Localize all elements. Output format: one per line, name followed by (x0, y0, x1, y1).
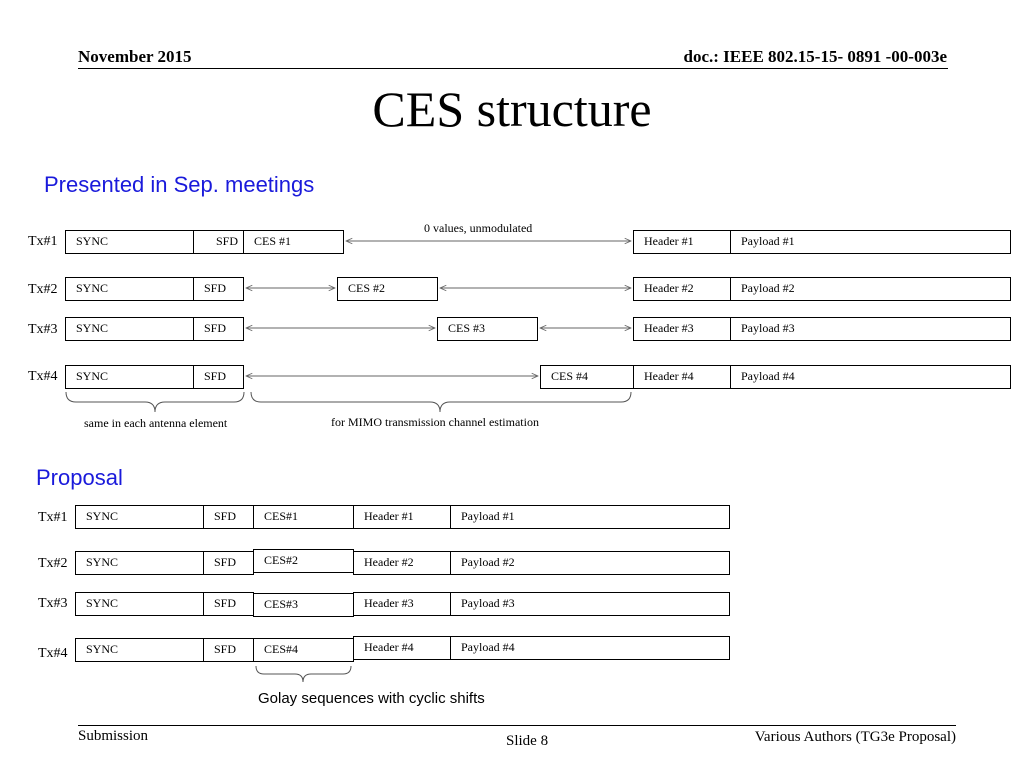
s1-tx3-label: Tx#3 (28, 322, 58, 337)
s2-tx2-label: Tx#2 (38, 556, 68, 571)
s2-tx4-sfd: SFD (203, 638, 254, 662)
s2-tx2-ces: CES#2 (253, 549, 354, 573)
s2-tx4-payload: Payload #4 (450, 636, 730, 660)
golay-note: Golay sequences with cyclic shifts (258, 690, 485, 707)
section1-heading: Presented in Sep. meetings (44, 172, 315, 197)
s2-tx2-payload: Payload #2 (450, 551, 730, 575)
s2-tx4-ces: CES#4 (253, 638, 354, 662)
s1-tx2-sync: SYNC (65, 277, 194, 301)
slide-title: CES structure (372, 81, 652, 137)
zero-values-note: 0 values, unmodulated (424, 221, 533, 235)
s1-tx3-payload: Payload #3 (730, 317, 1011, 341)
s2-tx1-label: Tx#1 (38, 510, 68, 525)
header-rule (78, 68, 948, 69)
s1-tx2-label: Tx#2 (28, 282, 58, 297)
s1-tx2-header: Header #2 (633, 277, 731, 301)
s2-tx3-header: Header #3 (353, 592, 451, 616)
s2-tx3-label: Tx#3 (38, 596, 68, 611)
s1-tx1-ces: CES #1 (243, 230, 344, 254)
s2-tx1-sync: SYNC (75, 505, 204, 529)
s2-tx4-sync: SYNC (75, 638, 204, 662)
s1-tx1-sfd: SFD (193, 230, 244, 254)
s1-tx3-sync: SYNC (65, 317, 194, 341)
s2-tx1-ces: CES#1 (253, 505, 354, 529)
s1-tx1-payload: Payload #1 (730, 230, 1011, 254)
s1-tx4-sync: SYNC (65, 365, 194, 389)
s2-tx3-ces: CES#3 (253, 593, 354, 617)
s1-tx4-payload: Payload #4 (730, 365, 1011, 389)
footer-slide-number: Slide 8 (506, 733, 549, 749)
s2-tx3-payload: Payload #3 (450, 592, 730, 616)
s2-tx3-sync: SYNC (75, 592, 204, 616)
section2-heading: Proposal (36, 465, 123, 490)
s1-tx3-header: Header #3 (633, 317, 731, 341)
brace-mimo (251, 392, 631, 412)
brace-sync-sfd (66, 392, 244, 412)
s2-tx3-sfd: SFD (203, 592, 254, 616)
s1-tx4-sfd: SFD (193, 365, 244, 389)
s1-tx3-ces: CES #3 (437, 317, 538, 341)
s2-tx2-header: Header #2 (353, 551, 451, 575)
s1-tx3-sfd: SFD (193, 317, 244, 341)
s1-tx2-sfd: SFD (193, 277, 244, 301)
footer-authors: Various Authors (TG3e Proposal) (754, 729, 956, 745)
s2-tx1-sfd: SFD (203, 505, 254, 529)
s1-tx4-ces: CES #4 (540, 365, 634, 389)
s2-tx1-payload: Payload #1 (450, 505, 730, 529)
s1-tx4-label: Tx#4 (28, 369, 58, 384)
mimo-note: for MIMO transmission channel estimation (331, 415, 539, 429)
s1-tx4-header: Header #4 (633, 365, 731, 389)
same-antenna-note: same in each antenna element (84, 416, 228, 430)
footer-submission: Submission (78, 728, 149, 744)
footer-rule (78, 725, 956, 726)
s1-tx1-label: Tx#1 (28, 234, 58, 249)
s2-tx2-sync: SYNC (75, 551, 204, 575)
s2-tx1-header: Header #1 (353, 505, 451, 529)
brace-golay (256, 666, 351, 682)
header-date: November 2015 (78, 47, 192, 66)
s2-tx2-sfd: SFD (203, 551, 254, 575)
s1-tx2-payload: Payload #2 (730, 277, 1011, 301)
s1-tx2-ces: CES #2 (337, 277, 438, 301)
s1-tx1-header: Header #1 (633, 230, 731, 254)
header-doc-id: doc.: IEEE 802.15-15- 0891 -00-003e (683, 47, 947, 66)
s2-tx4-header: Header #4 (353, 636, 451, 660)
s1-tx1-sync: SYNC (65, 230, 194, 254)
s2-tx4-label: Tx#4 (38, 646, 68, 661)
